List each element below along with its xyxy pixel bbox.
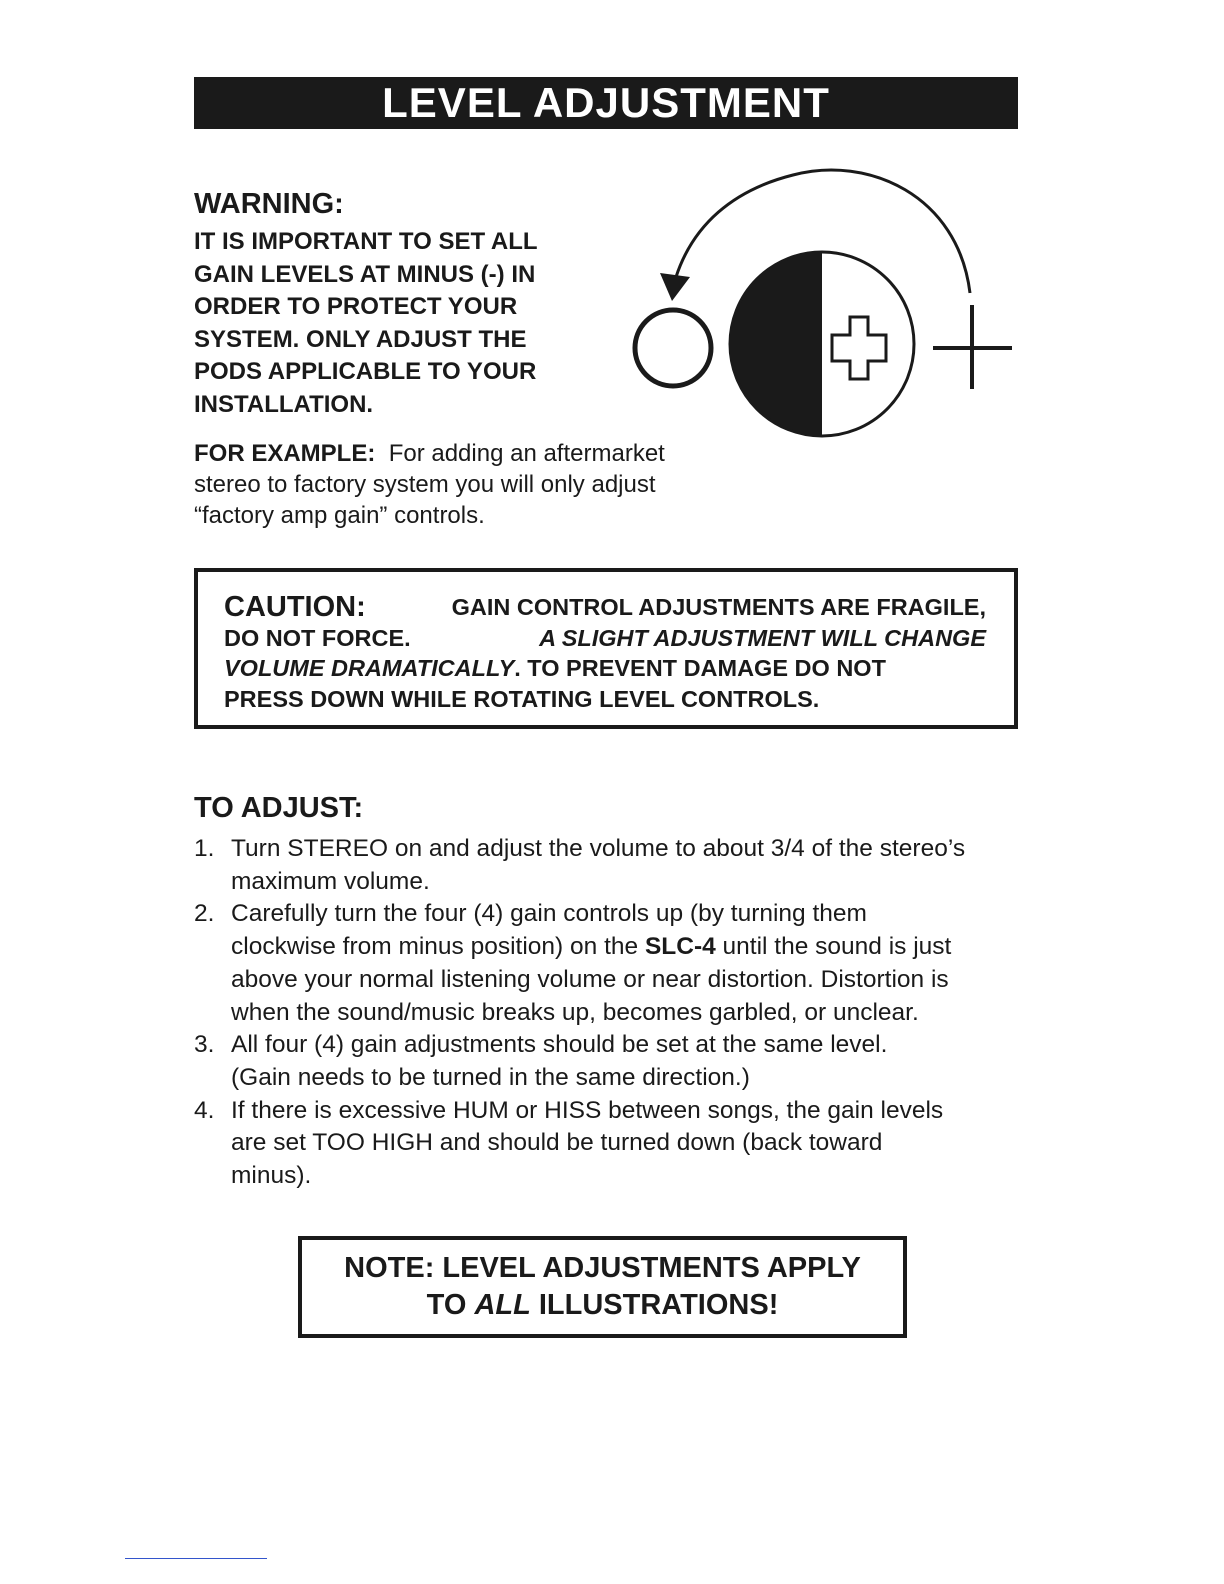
example-text: stereo to factory system you will only adjust	[194, 471, 656, 498]
step-text: are set TOO HIGH and should be turned down (back toward	[231, 1129, 883, 1157]
warning-title: WARNING:	[194, 188, 344, 220]
list-item	[194, 1095, 1024, 1193]
caution-text	[224, 592, 986, 714]
caution-line: DO NOT FORCE.	[224, 624, 411, 651]
caution-label: CAUTION:	[224, 591, 366, 623]
step-text: clockwise from minus position) on the	[231, 933, 645, 961]
caution-line: GAIN CONTROL ADJUSTMENTS ARE FRAGILE,	[451, 594, 986, 620]
note-line: TO	[426, 1289, 475, 1321]
note-box	[298, 1236, 907, 1338]
caution-emphasis: A SLIGHT ADJUSTMENT WILL CHANGE	[539, 624, 986, 651]
step-text: until the sound is just	[715, 933, 952, 961]
footer-rule	[125, 1558, 267, 1559]
step-text: when the sound/music breaks up, becomes garbled, or unclear.	[231, 998, 919, 1026]
circle-minus-icon	[635, 310, 711, 386]
warning-line: ORDER TO PROTECT YOUR	[194, 293, 518, 321]
caution-line: . TO PREVENT DAMAGE DO NOT	[514, 655, 886, 681]
list-item	[194, 833, 1024, 898]
example-paragraph	[194, 438, 734, 531]
step-text: If there is excessive HUM or HISS between songs, the gain levels	[231, 1096, 944, 1124]
caution-emphasis: VOLUME DRAMATICALLY	[224, 655, 515, 681]
gain-knob-diagram	[628, 165, 1028, 450]
list-item	[194, 1029, 1024, 1094]
warning-line: PODS APPLICABLE TO YOUR	[194, 358, 537, 386]
warning-line: SYSTEM. ONLY ADJUST THE	[194, 325, 527, 353]
list-item	[194, 898, 1024, 1029]
note-emphasis: ALL	[474, 1289, 531, 1321]
step-text: Turn STEREO on and adjust the volume to about 3/4 of the stereo’s	[231, 835, 966, 862]
page-title-bar	[194, 77, 1018, 129]
caution-box	[194, 568, 1018, 729]
page-title: LEVEL ADJUSTMENT	[382, 79, 830, 126]
step-text: (Gain needs to be turned in the same direction.)	[231, 1063, 750, 1091]
step-text: above your normal listening volume or near distortion. Distortion is	[231, 965, 949, 993]
step-text: Carefully turn the four (4) gain controls up (by turning them	[231, 900, 867, 928]
step-number: 4.	[194, 1096, 215, 1124]
product-name: SLC-4	[644, 933, 716, 961]
example-label: FOR EXAMPLE:	[194, 440, 376, 467]
plus-icon	[933, 305, 1012, 389]
step-text: All four (4) gain adjustments should be set at the same level.	[231, 1031, 888, 1059]
step-text: maximum volume.	[231, 867, 430, 895]
step-number: 3.	[194, 1031, 215, 1059]
note-line: ILLUSTRATIONS!	[530, 1289, 779, 1321]
warning-text	[194, 226, 614, 422]
step-number: 1.	[194, 835, 215, 862]
warning-line: INSTALLATION.	[194, 390, 374, 418]
warning-line: GAIN LEVELS AT MINUS (-) IN	[194, 260, 536, 288]
caution-line: PRESS DOWN WHILE ROTATING LEVEL CONTROLS.	[224, 685, 820, 712]
step-number: 2.	[194, 900, 215, 928]
example-text: For adding an aftermarket	[388, 440, 665, 467]
step-text: minus).	[231, 1162, 312, 1190]
gain-knob-icon	[730, 252, 914, 436]
adjust-title: TO ADJUST:	[194, 792, 364, 824]
steps-list	[194, 833, 1024, 1193]
warning-line: IT IS IMPORTANT TO SET ALL	[194, 228, 538, 255]
example-text: “factory amp gain” controls.	[194, 502, 485, 529]
note-line: NOTE: LEVEL ADJUSTMENTS APPLY	[344, 1252, 861, 1284]
